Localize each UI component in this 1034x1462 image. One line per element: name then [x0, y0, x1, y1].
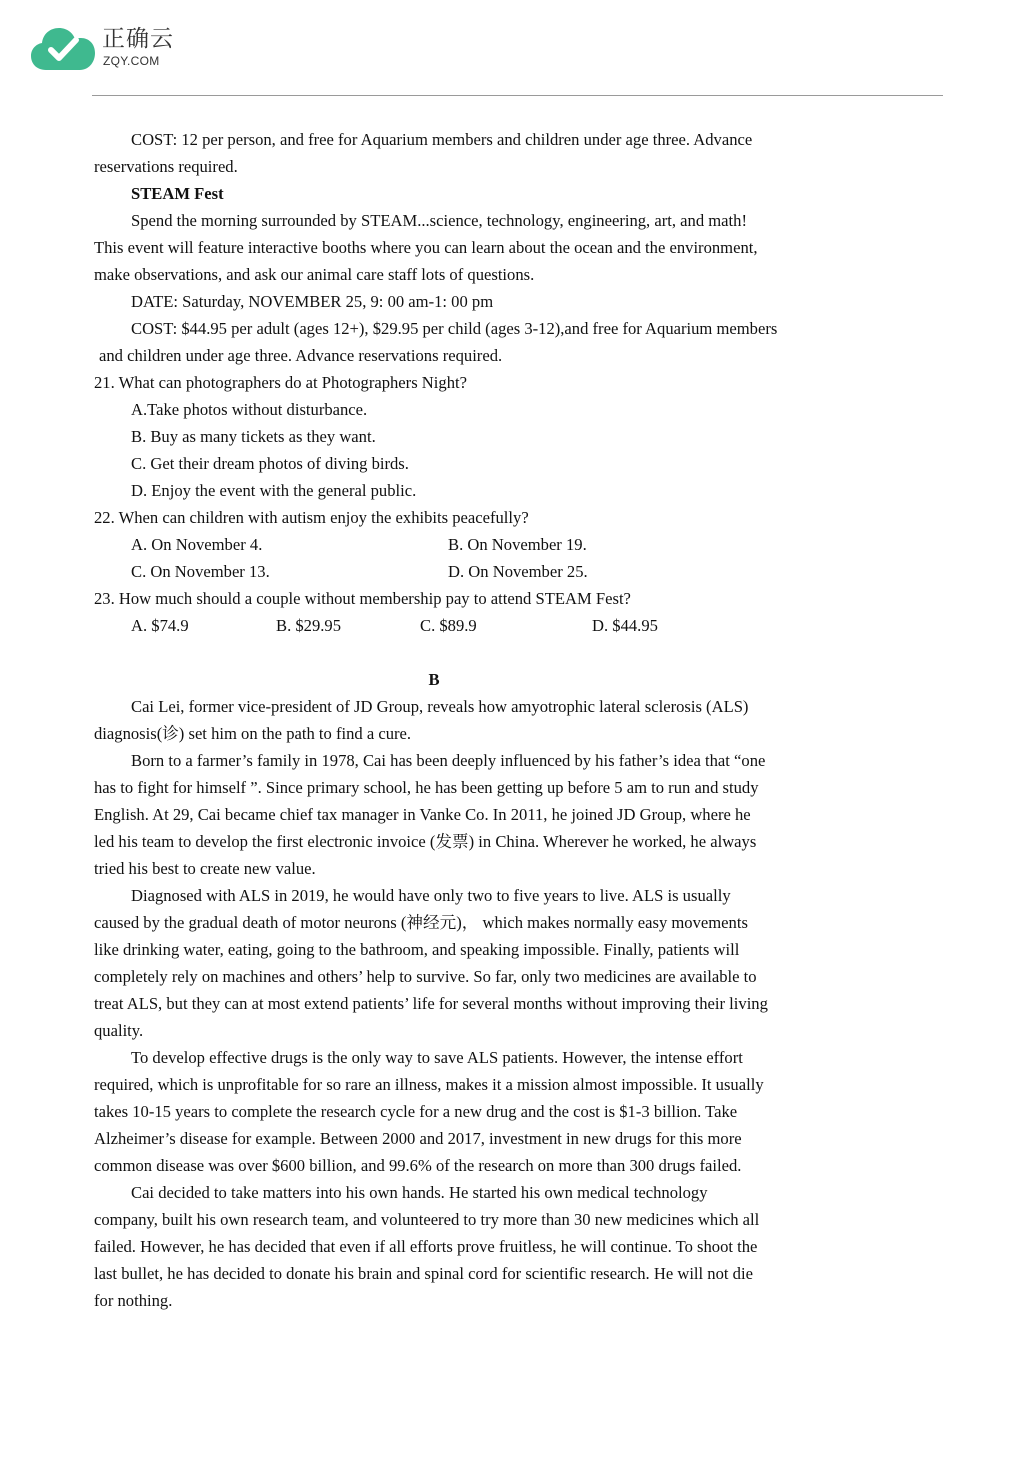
paragraph-line: for nothing. [94, 1291, 173, 1310]
options-23-row [94, 612, 854, 639]
option-22-a: A. On November 4. [131, 535, 263, 554]
paragraph-line: treat ALS, but they can at most extend patients’ life for several months without improving their living [94, 994, 768, 1013]
document-body [94, 126, 854, 1314]
event-title: STEAM Fest [131, 184, 224, 203]
event-description: Spend the morning surrounded by STEAM...science, technology, engineering, art, and math! [131, 211, 747, 230]
cost-line: COST: 12 per person, and free for Aquarium members and children under age three. Advance [131, 130, 753, 149]
paragraph-line: has to fight for himself ”. Since primary school, he has been getting up before 5 am to run and study [94, 778, 759, 797]
options-22-row2 [94, 558, 854, 585]
page-header [0, 0, 1034, 96]
paragraph-line: diagnosis(诊) set him on the path to find a cure. [94, 724, 412, 743]
option-22-d: D. On November 25. [448, 562, 588, 581]
cost-line: reservations required. [94, 157, 238, 176]
section-spacer [94, 639, 854, 666]
option-22-c: C. On November 13. [131, 562, 270, 581]
paragraph-line: common disease was over $600 billion, and 99.6% of the research on more than 300 drugs failed. [94, 1156, 742, 1175]
paragraph-line: last bullet, he has decided to donate his brain and spinal cord for scientific research. He will not die [94, 1264, 753, 1283]
option-21-b: B. Buy as many tickets as they want. [131, 427, 376, 446]
option-21-c: C. Get their dream photos of diving birds. [131, 454, 409, 473]
option-23-a: A. $74.9 [131, 616, 189, 635]
option-21-d: D. Enjoy the event with the general public. [131, 481, 417, 500]
paragraph-line: Alzheimer’s disease for example. Between 2000 and 2017, investment in new drugs for this more [94, 1129, 742, 1148]
paragraph-line: quality. [94, 1021, 144, 1040]
logo-text-cn: 正确云 [102, 26, 174, 52]
event-description: This event will feature interactive booths where you can learn about the ocean and the environment, [94, 238, 758, 257]
question-23: 23. How much should a couple without membership pay to attend STEAM Fest? [94, 589, 631, 608]
option-23-d: D. $44.95 [592, 616, 658, 635]
paragraph-line: company, built his own research team, and volunteered to try more than 30 new medicines which all [94, 1210, 760, 1229]
cloud-check-icon [30, 26, 96, 72]
question-21: 21. What can photographers do at Photographers Night? [94, 373, 467, 392]
option-23-b: B. $29.95 [276, 616, 341, 635]
event-cost: COST: $44.95 per adult (ages 12+), $29.95 per child (ages 3-12),and free for Aquarium members [131, 319, 778, 338]
event-date: DATE: Saturday, NOVEMBER 25, 9: 00 am-1: 00 pm [131, 292, 494, 311]
question-22: 22. When can children with autism enjoy the exhibits peacefully? [94, 508, 529, 527]
paragraph-line: Cai decided to take matters into his own hands. He started his own medical technology [131, 1183, 708, 1202]
option-23-c: C. $89.9 [420, 616, 477, 635]
section-heading: B [428, 670, 440, 689]
paragraph-line: tried his best to create new value. [94, 859, 316, 878]
paragraph-line: Cai Lei, former vice-president of JD Group, reveals how amyotrophic lateral sclerosis (ALS) [131, 697, 749, 716]
event-description: make observations, and ask our animal care staff lots of questions. [94, 265, 535, 284]
paragraph-line: To develop effective drugs is the only way to save ALS patients. However, the intense effort [131, 1048, 743, 1067]
option-21-a: A.Take photos without disturbance. [131, 400, 368, 419]
logo-text-en: ZQY.COM [103, 54, 160, 68]
paragraph-line: Diagnosed with ALS in 2019, he would have only two to five years to live. ALS is usually [131, 886, 731, 905]
options-22-row1 [94, 531, 854, 558]
paragraph-line: Born to a farmer’s family in 1978, Cai has been deeply influenced by his father’s idea that “one [131, 751, 766, 770]
event-cost: and children under age three. Advance reservations required. [99, 346, 503, 365]
paragraph-line: like drinking water, eating, going to the bathroom, and speaking impossible. Finally, patients will [94, 940, 740, 959]
paragraph-line: completely rely on machines and others’ help to survive. So far, only two medicines are available to [94, 967, 757, 986]
paragraph-line: failed. However, he has decided that even if all efforts prove fruitless, he will continue. To shoot the [94, 1237, 758, 1256]
header-divider [92, 95, 943, 96]
paragraph-line: led his team to develop the first electronic invoice (发票) in China. Wherever he worked, he always [94, 832, 757, 851]
paragraph-line: takes 10-15 years to complete the research cycle for a new drug and the cost is $1-3 billion. Take [94, 1102, 738, 1121]
paragraph-line: caused by the gradual death of motor neurons (神经元)， which makes normally easy movements [94, 913, 748, 932]
paragraph-line: English. At 29, Cai became chief tax manager in Vanke Co. In 2011, he joined JD Group, where he [94, 805, 751, 824]
option-22-b: B. On November 19. [448, 535, 587, 554]
paragraph-line: required, which is unprofitable for so rare an illness, makes it a mission almost impossible. It usually [94, 1075, 764, 1094]
